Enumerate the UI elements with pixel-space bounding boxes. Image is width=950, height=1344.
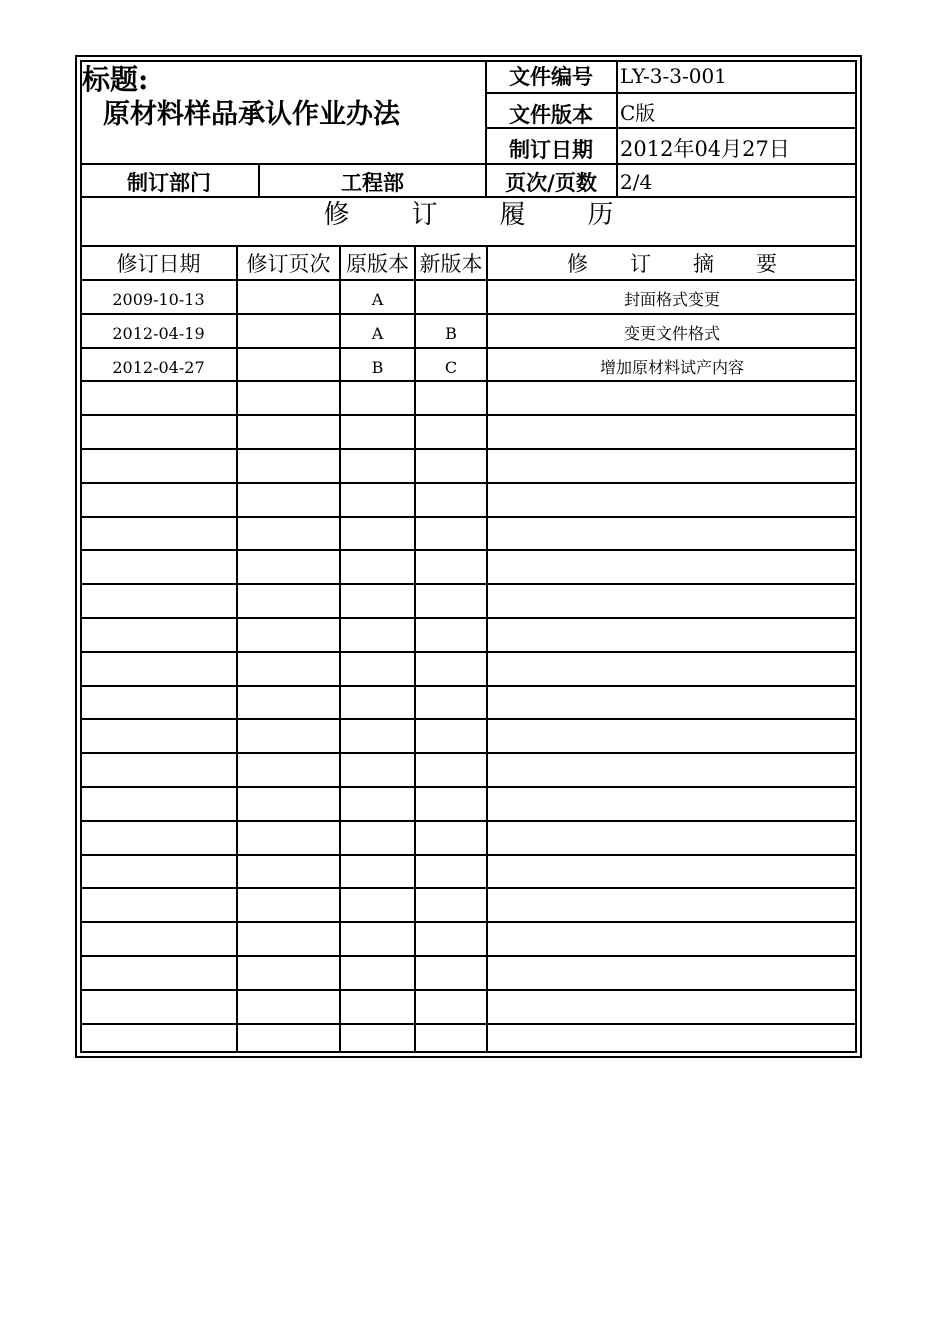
col-header-page: 修订页次 xyxy=(246,252,331,276)
revision-title-char: 历 xyxy=(587,200,614,230)
table-row-rule xyxy=(80,887,857,889)
issue-date-label: 制订日期 xyxy=(509,137,593,162)
table-cell-summary: 封面格式变更 xyxy=(623,290,720,309)
table-top-rule xyxy=(80,245,857,247)
table-cell-summary: 增加原材料试产内容 xyxy=(599,357,744,377)
table-row-rule xyxy=(80,1023,857,1025)
table-row-rule xyxy=(80,989,857,991)
table-row-rule xyxy=(80,549,857,551)
revision-title-char: 履 xyxy=(499,200,526,230)
doc-number-value: LY-3-3-001 xyxy=(620,64,727,88)
table-row-rule xyxy=(80,516,857,518)
dept-value: 工程部 xyxy=(341,170,404,195)
col-header-summary: 修 订 摘 要 xyxy=(567,252,777,276)
table-cell-date: 2012-04-19 xyxy=(112,323,205,343)
revision-title-char: 订 xyxy=(411,200,438,230)
table-row-rule xyxy=(80,651,857,653)
doc-version-label: 文件版本 xyxy=(509,102,593,127)
revision-title-char: 修 xyxy=(323,200,350,230)
revision-history-title xyxy=(80,202,857,228)
table-cell-summary: 变更文件格式 xyxy=(623,323,720,343)
table-cell-date: 2012-04-27 xyxy=(112,357,205,377)
table-row-rule xyxy=(80,313,857,315)
table-row-rule xyxy=(80,955,857,957)
table-cell-new: B xyxy=(445,323,457,343)
table-row-rule xyxy=(80,482,857,484)
table-row-rule xyxy=(80,820,857,822)
table-cell-old: A xyxy=(371,323,384,343)
table-cell-old: B xyxy=(371,357,384,377)
table-row-rule xyxy=(80,414,857,416)
table-row-rule xyxy=(80,617,857,619)
table-row-rule xyxy=(80,921,857,923)
table-row-rule xyxy=(80,786,857,788)
table-row-rule xyxy=(80,752,857,754)
doc-version-value: C版 xyxy=(620,101,656,125)
col-header-new-version: 新版本 xyxy=(419,252,483,276)
table-cell-new: C xyxy=(444,357,458,377)
document-title: 原材料样品承认作业办法 xyxy=(103,99,400,130)
header-rule xyxy=(80,163,857,165)
dept-label: 制订部门 xyxy=(127,170,211,195)
header-rule xyxy=(485,92,857,94)
table-cell-old: A xyxy=(371,290,384,309)
doc-number-label: 文件编号 xyxy=(509,64,593,89)
table-cell-date: 2009-10-13 xyxy=(112,290,205,309)
table-row-rule xyxy=(80,685,857,687)
col-header-date: 修订日期 xyxy=(116,252,201,276)
page-count-value: 2/4 xyxy=(620,170,653,194)
table-row-rule xyxy=(80,854,857,856)
table-row-rule xyxy=(80,347,857,349)
header-rule xyxy=(485,127,857,129)
page-count-label: 页次/页数 xyxy=(505,170,597,195)
table-row-rule xyxy=(80,279,857,281)
issue-date-value: 2012年04月27日 xyxy=(620,137,790,161)
header-rule xyxy=(80,196,857,198)
table-row-rule xyxy=(80,380,857,382)
table-row-rule xyxy=(80,448,857,450)
title-label: 标题: xyxy=(82,63,149,96)
col-header-old-version: 原版本 xyxy=(346,252,409,276)
table-row-rule xyxy=(80,718,857,720)
table-row-rule xyxy=(80,583,857,585)
